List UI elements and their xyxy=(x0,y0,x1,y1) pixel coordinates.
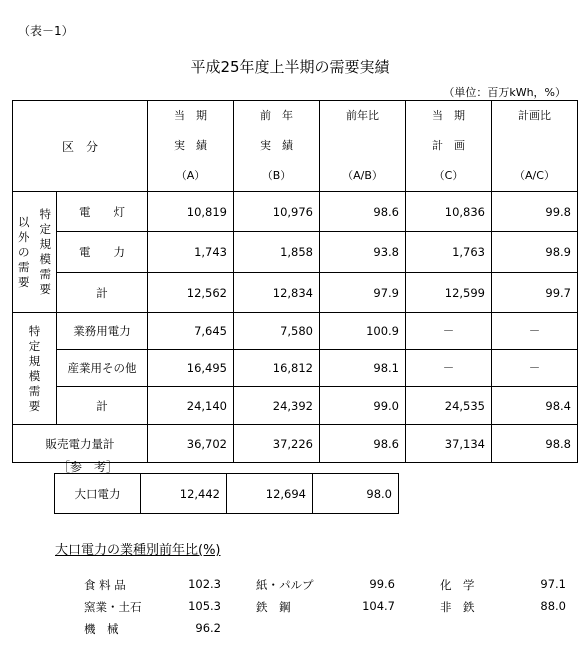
cell-ac: 99.7 xyxy=(492,273,578,313)
industry-item-name: 窯業・土石 xyxy=(84,600,142,614)
industry-item-value: 99.6 xyxy=(369,577,395,591)
cell-ac: 98.4 xyxy=(492,387,578,425)
cell-b: 16,812 xyxy=(234,350,320,387)
cell-ac: － xyxy=(492,313,578,350)
cell-ac: 98.8 xyxy=(492,425,578,463)
table-row xyxy=(13,387,578,425)
industry-item-name: 鉄 鋼 xyxy=(256,600,291,614)
cell-ab: 93.8 xyxy=(320,232,406,273)
unit-note: （単位：百万kWh，%） xyxy=(443,86,566,99)
row-name: 電 灯 xyxy=(57,192,148,232)
industry-item-value: 102.3 xyxy=(188,577,221,591)
cell-c: 37,134 xyxy=(406,425,492,463)
cell-c: － xyxy=(406,313,492,350)
industry-item-name: 紙・パルプ xyxy=(256,578,314,592)
industry-title: 大口電力の業種別前年比(%) xyxy=(55,543,221,558)
table-row xyxy=(13,192,578,232)
header-category: 区 分 xyxy=(13,101,148,192)
cell-a: 12,442 xyxy=(141,474,227,514)
cell-a: 12,562 xyxy=(148,273,234,313)
cell-b: 24,392 xyxy=(234,387,320,425)
cell-ac: 99.8 xyxy=(492,192,578,232)
cell-b: 10,976 xyxy=(234,192,320,232)
reference-label: ［参 考］ xyxy=(58,460,119,474)
cell-a: 10,819 xyxy=(148,192,234,232)
cell-ab: 97.9 xyxy=(320,273,406,313)
table-header-row xyxy=(13,101,578,192)
cell-ab: 98.6 xyxy=(320,192,406,232)
header-plan-ratio: 計画比 （A/C） xyxy=(492,101,578,192)
cell-b: 12,834 xyxy=(234,273,320,313)
cell-a: 1,743 xyxy=(148,232,234,273)
cell-a: 24,140 xyxy=(148,387,234,425)
row-name: 電 力 xyxy=(57,232,148,273)
table-tag: （表－1） xyxy=(18,24,74,38)
header-current-plan: 当 期 計 画 （C） xyxy=(406,101,492,192)
table-row xyxy=(55,474,399,514)
cell-ac: － xyxy=(492,350,578,387)
cell-c: － xyxy=(406,350,492,387)
cell-b: 37,226 xyxy=(234,425,320,463)
header-yoy: 前年比 （A/B） xyxy=(320,101,406,192)
cell-c: 10,836 xyxy=(406,192,492,232)
cell-ab: 98.6 xyxy=(320,425,406,463)
cell-a: 36,702 xyxy=(148,425,234,463)
industry-item-value: 104.7 xyxy=(362,599,395,613)
table-row xyxy=(13,350,578,387)
demand-table xyxy=(12,100,578,463)
cell-c: 12,599 xyxy=(406,273,492,313)
row-name: 計 xyxy=(57,387,148,425)
table-total-row xyxy=(13,425,578,463)
cell-a: 7,645 xyxy=(148,313,234,350)
industry-item-value: 96.2 xyxy=(195,621,221,635)
row-name: 計 xyxy=(57,273,148,313)
row-name: 業務用電力 xyxy=(57,313,148,350)
cell-ab: 99.0 xyxy=(320,387,406,425)
cell-c: 1,763 xyxy=(406,232,492,273)
cell-ab: 100.9 xyxy=(320,313,406,350)
cell-b: 12,694 xyxy=(227,474,313,514)
row-name: 産業用その他 xyxy=(57,350,148,387)
industry-item-name: 機 械 xyxy=(84,622,119,636)
industry-item-name: 食 料 品 xyxy=(84,578,126,592)
header-prev-actual: 前 年 実 績 （B） xyxy=(234,101,320,192)
cell-a: 16,495 xyxy=(148,350,234,387)
cell-ab: 98.1 xyxy=(320,350,406,387)
row-name: 販売電力量計 xyxy=(13,425,148,463)
reference-table xyxy=(54,473,399,514)
cell-ab: 98.0 xyxy=(313,474,399,514)
group1-inner-label: 特 定 規 模 需 要 xyxy=(35,192,57,313)
cell-ac: 98.9 xyxy=(492,232,578,273)
page-title: 平成25年度上半期の需要実績 xyxy=(190,58,390,76)
industry-item-value: 88.0 xyxy=(540,599,566,613)
table-row xyxy=(13,313,578,350)
industry-item-value: 97.1 xyxy=(540,577,566,591)
group1-outer-label: 以 外 の 需 要 xyxy=(13,192,35,313)
industry-item-name: 化 学 xyxy=(440,578,475,592)
cell-b: 1,858 xyxy=(234,232,320,273)
industry-item-name: 非 鉄 xyxy=(440,600,475,614)
cell-b: 7,580 xyxy=(234,313,320,350)
cell-c: 24,535 xyxy=(406,387,492,425)
table-row xyxy=(13,273,578,313)
row-name: 大口電力 xyxy=(55,474,141,514)
table-row xyxy=(13,232,578,273)
industry-item-value: 105.3 xyxy=(188,599,221,613)
header-current-actual: 当 期 実 績 （A） xyxy=(148,101,234,192)
group2-label: 特 定 規 模 需 要 xyxy=(13,313,57,425)
